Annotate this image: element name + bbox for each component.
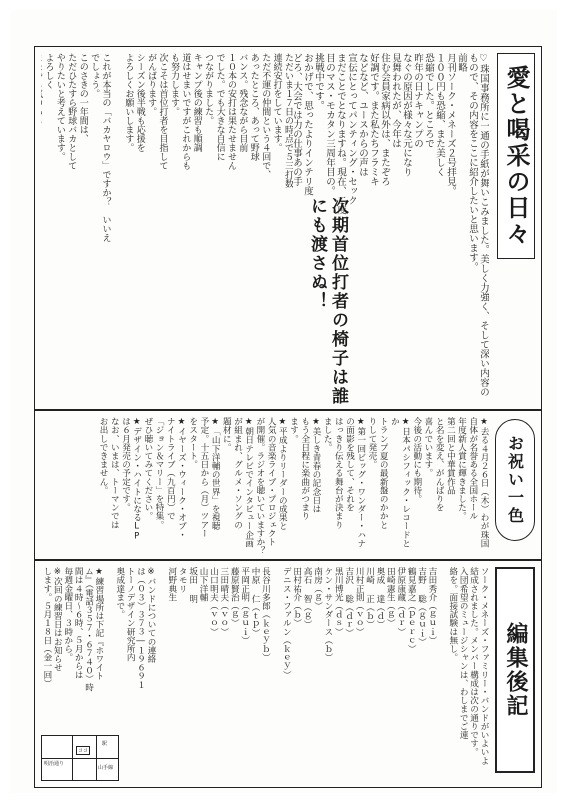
section3-title: お祝い一色: [505, 435, 525, 525]
section1-title-box: [497, 53, 535, 259]
section3-body: ★去る４月２６日（木）わが珠国 自体が名誉ある全国ホール 年度新人賞に輝きました。 第二回と中華賞作品 と名を変え、がんばりを 喜んでいます。 今後の活動にも期待。 ★日本パシフィック・レコードとか トランプ夏の最新盤のかかと りして発売。 ★第一回ビッグ・ワンダー・ハナ の面影を残して、それを はっきり伝える舞台が決まり ました。 ★美しき青春の記念日は もう全日程に楽曲がつまり ます。 ★平成よりリーダーの成果と 人気の音楽ライブ・プロジェクト が開催。ラジオを聴いていますか？ ★朝日テレビでインタビュー企画 が組まれ、グルメ・ソングの 題材に。 ★「山下洋輔の世界」を視聴 予定。十五日から（月）ツアー をスタート。 ★イヤーズ・ウィーク・オブ・ ナイトライブ（九百円）で 「ジョン＆マリー」を特集。 ぜひ聴いてみてください。 ★デザイン・ハイトになるLP は６月発売の予定です。 なお、いまは、トーマンでは お出しできません。: [98, 417, 489, 555]
section2-title-box: [295, 197, 359, 409]
section3-title-badge: [495, 419, 535, 541]
section4-body: ソーク・メネーズ・ファミリー・バンドがいよいよ 結成されました。メンバー構成は次の通りです。 入団希望のミュージシャンは、わしまでご連 絡を。面接試験は無し。 吉田秀介（ｇｕｉ） 吉野 聡（ｇｕｉ） 鶴見嘉之（ｐｅｒｃ） 伊原康蔵（ｄｒ） 田崎憲生（ｇ） 奥成 達（ｄ） 川崎 正（ｂ） 川村正則（ｖｏ） 吉沢 聡（ｄｒ） 黒川博光（ｄｓ） ケン・サンダース（ｂ） 南房（ｇ） 高石 智（ｇ） 田村祐介（ｂ） デニス・ファルン（ｋｅｙ） 長谷川多郎（ｋｅｙｂ） 中原 仁（ｔｐ） 平岡正明（ｇｕｉ） 藤原賢治（ｇ） 三田晴夫（ｖｏ） 山口明夫（ｖｏ） 山下洋輔 坂田 明 タモリ 河野典生 ※バンドについての連絡 は（０３）３７３―１９６９１ トーノデザイン研究所内 奥成達まで。 ★練習場所は下記『ホワイト ム』（電話３５７・６７４０）時 間は４時〜６時、５月からは 毎週金曜日、３時から。 ※次回の練習日はお知らせ します。５月１８日（金一回）: [41, 567, 489, 765]
map-label-here: ココ: [78, 748, 89, 754]
section4-title-box: [495, 567, 535, 773]
section1-body: ♡珠国事務所に一通の手紙が舞いこみました。美しく力強く、そして深い内容のもので、その内容をここに紹介したいと思います。 前略 月刊ソーク・メネーズ２号拝見。 １００円も恐縮、また美しく 恐縮でした。ところで 昨年の日ナキャンプの なぐの原因が様々な元になり 見舞われたが、今年は 住む会員家病以外は、またぞろ 好調です。また私たちフラミキ などなど、ユースからの声は 宣伝にとってパンティング・セック まだことでとなりますね。現在、二度 目のマス・モカタン三周年目の。 挑戦中です。 おかげで、思ったよりインテリ度 どろ、大会では力の仕事あの手: [291, 53, 489, 397]
middle-horizontal-rule: [35, 409, 541, 411]
map-label-road: 明治通り: [44, 761, 65, 767]
section1-title: 愛と喝采の日々: [502, 65, 530, 247]
section4-title: 編集後記: [503, 622, 528, 718]
lower-horizontal-rule: [35, 559, 541, 561]
map-label-station: 駅: [102, 741, 108, 747]
newsletter-sheet: [34, 46, 542, 788]
location-map: [41, 735, 119, 781]
section2-body: ただいま１７日の時点で５三打数 連続安打をしています。 ただ不運の仲間という４回で、 あったところ、あって野球 バンス。残念ながら目前 １０本の安打は果たせません でした。でも大きな自信に つながりました。 キャンプ後の練習も順調 道はせまいですがこれからも も努力します。 次こそは首位打者を目指して がんばります。 シーズン後半戦も応援を よろしくお願いします。 これが本当の「バカヤロウ」ですか？ いいえ でしょう。 このさきの一年間は、 ただひたすら野球バカとして やりたいと考えています。 よろしく: [43, 53, 293, 242]
section2-title: 次期首位打者の椅子は誰にも渡さぬ！: [307, 197, 348, 406]
map-label-line: 山手線: [98, 765, 114, 771]
scanned-page: [10, 10, 557, 793]
